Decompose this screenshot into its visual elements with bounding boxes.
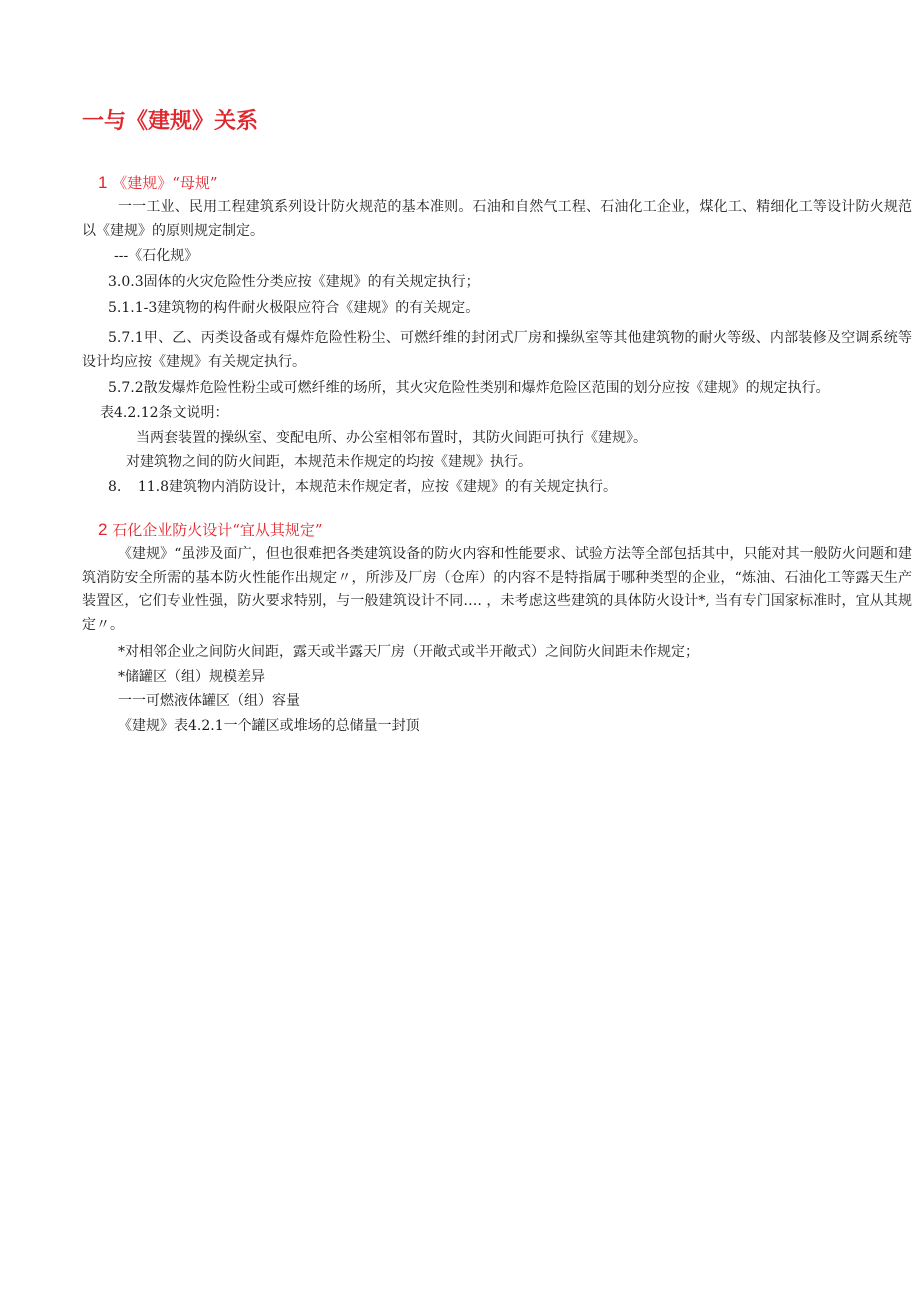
clause-3-0-3: 3.0.3固体的火灾危险性分类应按《建规》的有关规定执行；	[108, 274, 480, 290]
section-1-intro: 一一工业、民用工程建筑系列设计防火规范的基本准则。石油和自然气工程、石油化工企业，煤化工、精细化工等设计防火规范以《建规》的原则规定制定。	[82, 199, 912, 239]
section-1-number: 1	[98, 173, 108, 192]
note-building-spacing: 对建筑物之间的防火间距，本规范未作规定的均按《建规》执行。	[126, 454, 532, 470]
clause-11-8-prefix: 8.	[108, 479, 122, 495]
table-4-2-12-note: 表4.2.12条文说明：	[100, 405, 229, 421]
section-2-number: 2	[98, 520, 108, 539]
clause-5-7-1: 5.7.1甲、乙、丙类设备或有爆炸危险性粉尘、可燃纤维的封闭式厂房和操纵室等其他建筑物的耐火等级、内部装修及空调系统等设计均应按《建规》有关规定执行。	[82, 330, 912, 370]
section-2-title: 石化企业防火设计“宜从其规定”	[112, 521, 323, 539]
section-2-heading	[98, 519, 323, 540]
clause-11-8-row	[108, 478, 617, 496]
page-title: 一与《建规》关系	[82, 109, 259, 134]
clause-11-8: 11.8建筑物内消防设计，本规范未作规定者，应按《建规》的有关规定执行。	[137, 479, 617, 495]
section-1-title: 《建规》“母规”	[112, 174, 218, 192]
note-control-room-spacing: 当两套装置的操纵室、变配电所、办公室相邻布置时，其防火间距可执行《建规》。	[136, 430, 647, 446]
section-1-reference: ---《石化规》	[114, 248, 199, 264]
item-tank-capacity: 一一可燃液体罐区（组）容量	[118, 693, 300, 709]
clause-5-1-1-3: 5.1.1-3建筑物的构件耐火极限应符合《建规》的有关规定。	[108, 300, 480, 316]
item-tank-scale: *储罐区（组）规模差异	[118, 669, 265, 685]
item-adjacent-spacing: *对相邻企业之间防火间距，露天或半露天厂房（开敞式或半开敞式）之间防火间距未作规定；	[118, 644, 699, 660]
clause-5-7-2: 5.7.2散发爆炸危险性粉尘或可燃纤维的场所，其火灾危险性类别和爆炸危险区范围的划分应按《建规》的规定执行。	[108, 380, 830, 396]
section-2-quote: 《建规》“虽涉及面广，但也很难把各类建筑设备的防火内容和性能要求、试验方法等全部包括其中，只能对其一般防火问题和建筑消防安全所需的基本防火性能作出规定〃，所涉及厂房（仓库）的内容不是特指属于哪种类型的企业，“炼油、石油化工等露天生产装置区，它们专业性强，防火要求特别，与一般建筑设计不同…. ，未考虑这些建筑的具体防火设计*, 当有专门国家标准时，宜从其规定〃。	[82, 546, 912, 633]
section-1-heading	[98, 172, 218, 193]
item-table-4-2-1: 《建规》表4.2.1一个罐区或堆场的总储量一封顶	[118, 718, 420, 734]
